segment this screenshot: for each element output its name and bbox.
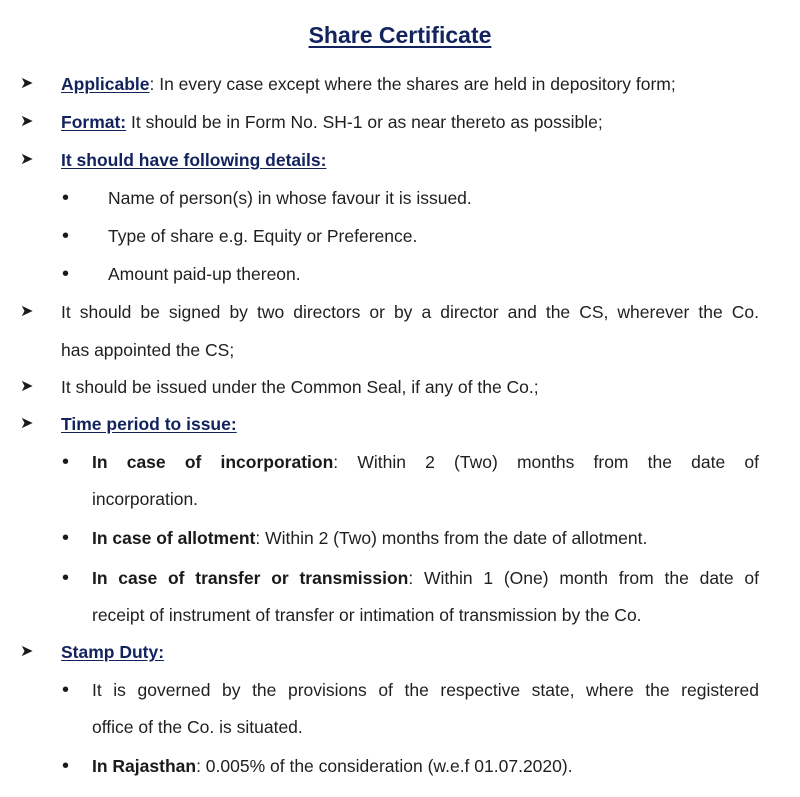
arrow-bullet-icon: ➤	[20, 415, 34, 432]
time-bullet-3-bold: In case of transfer or transmission	[92, 568, 409, 588]
dot-bullet-icon: •	[62, 187, 70, 209]
time-bullet-1-line	[92, 450, 759, 474]
stamp-bullet-2-bold: In Rajasthan	[92, 756, 197, 776]
dot-bullet-icon: •	[62, 567, 70, 589]
signed-line-1: It should be signed by two directors or by a director and the CS, wherever the Co.	[61, 302, 759, 322]
stamp-bullet-1-line: It is governed by the provisions of the respective state, where the registered	[92, 680, 759, 700]
arrow-bullet-icon: ➤	[20, 303, 34, 320]
time-bullet-3-line	[92, 566, 759, 590]
details-bullet: Name of person(s) in whose favour it is issued.	[108, 188, 472, 208]
dot-bullet-icon: •	[62, 225, 70, 247]
signed-line-2: has appointed the CS;	[61, 340, 235, 360]
time-bullet-3-cont: receipt of instrument of transfer or intimation of transmission by the Co.	[92, 605, 642, 625]
stamp-bullet-2-line	[92, 754, 573, 778]
stamp-duty-line	[61, 640, 164, 664]
arrow-bullet-icon: ➤	[20, 75, 34, 92]
seal-line: It should be issued under the Common Seal, if any of the Co.;	[61, 377, 539, 397]
format-heading: Format:	[61, 112, 127, 132]
dot-bullet-icon: •	[62, 451, 70, 473]
dot-bullet-icon: •	[62, 755, 70, 777]
applicable-text: : In every case except where the shares are held in depository form;	[149, 74, 676, 94]
page-title: Share Certificate	[308, 22, 492, 48]
format-text: It should be in Form No. SH-1 or as near thereto as possible;	[126, 112, 603, 132]
dot-bullet-icon: •	[62, 527, 70, 549]
arrow-bullet-icon: ➤	[20, 643, 34, 660]
format-line	[61, 110, 603, 134]
arrow-bullet-icon: ➤	[20, 113, 34, 130]
details-bullet: Type of share e.g. Equity or Preference.	[108, 226, 418, 246]
time-bullet-1-cont: incorporation.	[92, 489, 199, 509]
details-bullet: Amount paid-up thereon.	[108, 264, 301, 284]
time-bullet-1-bold: In case of incorporation	[92, 452, 334, 472]
dot-bullet-icon: •	[62, 679, 70, 701]
stamp-bullet-1-cont: office of the Co. is situated.	[92, 717, 303, 737]
time-bullet-2-bold: In case of allotment	[92, 528, 256, 548]
applicable-heading: Applicable	[61, 74, 150, 94]
arrow-bullet-icon: ➤	[20, 151, 34, 168]
stamp-bullet-2-text: : 0.005% of the consideration (w.e.f 01.07.2020).	[196, 756, 573, 776]
arrow-bullet-icon: ➤	[20, 378, 34, 395]
applicable-line	[61, 72, 676, 96]
time-bullet-1-text: : Within 2 (Two) months from the date of	[333, 452, 759, 472]
time-bullet-2-text: : Within 2 (Two) months from the date of allotment.	[255, 528, 648, 548]
details-line	[61, 148, 326, 172]
details-heading: It should have following details:	[61, 150, 327, 170]
time-bullet-3-text: : Within 1 (One) month from the date of	[408, 568, 759, 588]
time-period-line	[61, 412, 237, 436]
stamp-duty-heading: Stamp Duty:	[61, 642, 165, 662]
time-period-heading: Time period to issue:	[61, 414, 237, 434]
time-bullet-2-line	[92, 526, 647, 550]
dot-bullet-icon: •	[62, 263, 70, 285]
